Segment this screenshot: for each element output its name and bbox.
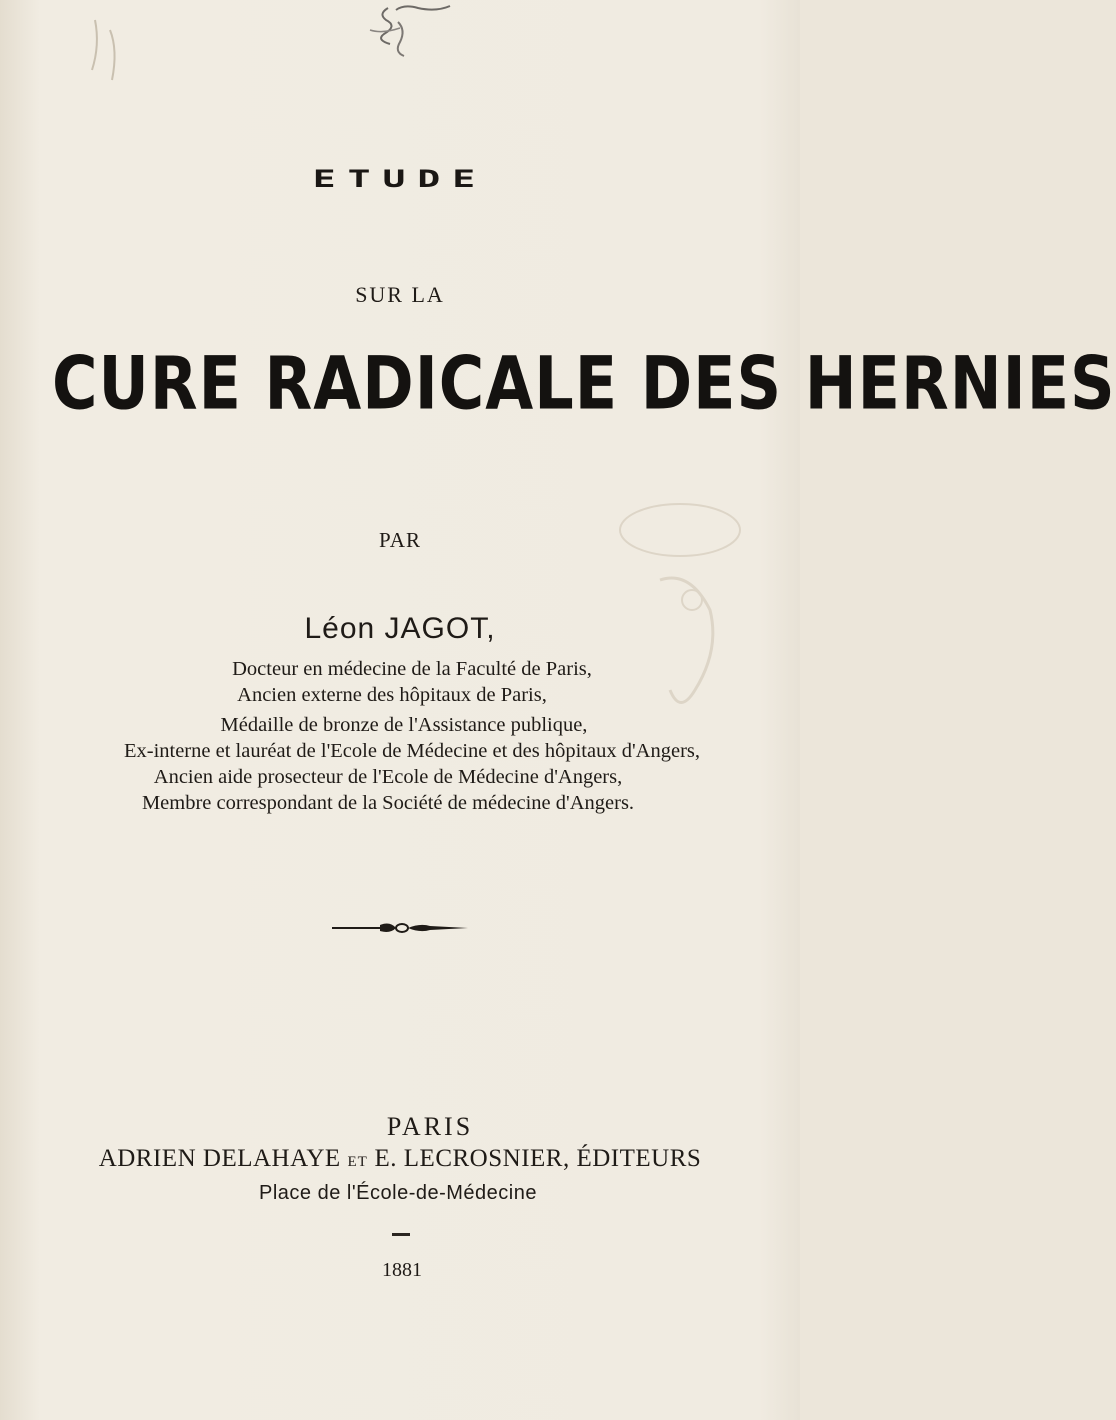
header-word: ETUDE	[312, 165, 488, 193]
divider-ornament	[330, 922, 470, 934]
publisher-name-b: E. LECROSNIER, ÉDITEURS	[367, 1145, 702, 1172]
publication-year: 1881	[382, 1259, 422, 1281]
subtitle: SUR LA	[355, 282, 445, 307]
publisher-conjunction: ET	[347, 1154, 368, 1170]
main-title: CURE RADICALE DES HERNIES	[52, 340, 1116, 427]
credential-line: Ancien aide prosecteur de l'Ecole de Médecine d'Angers,	[153, 766, 623, 788]
credential-line: Médaille de bronze de l'Assistance publique,	[220, 714, 588, 736]
publisher-line	[0, 1145, 800, 1173]
divider-dash	[392, 1233, 410, 1236]
ink-bleed-mark	[0, 0, 140, 90]
credential-line: Ex-interne et lauréat de l'Ecole de Médecine et des hôpitaux d'Angers,	[123, 740, 701, 762]
author-name: Léon JAGOT,	[304, 612, 496, 645]
credential-line: Ancien externe des hôpitaux de Paris,	[237, 684, 547, 706]
credential-line: Membre correspondant de la Société de médecine d'Angers.	[141, 792, 635, 814]
publisher-name-a: ADRIEN DELAHAYE	[98, 1145, 348, 1172]
by-line: PAR	[379, 528, 421, 552]
credential-line: Docteur en médecine de la Faculté de Paris,	[232, 658, 592, 680]
publication-city: PARIS	[386, 1112, 474, 1141]
publisher-address: Place de l'École-de-Médecine	[259, 1182, 537, 1204]
handwritten-scribble	[340, 0, 470, 70]
